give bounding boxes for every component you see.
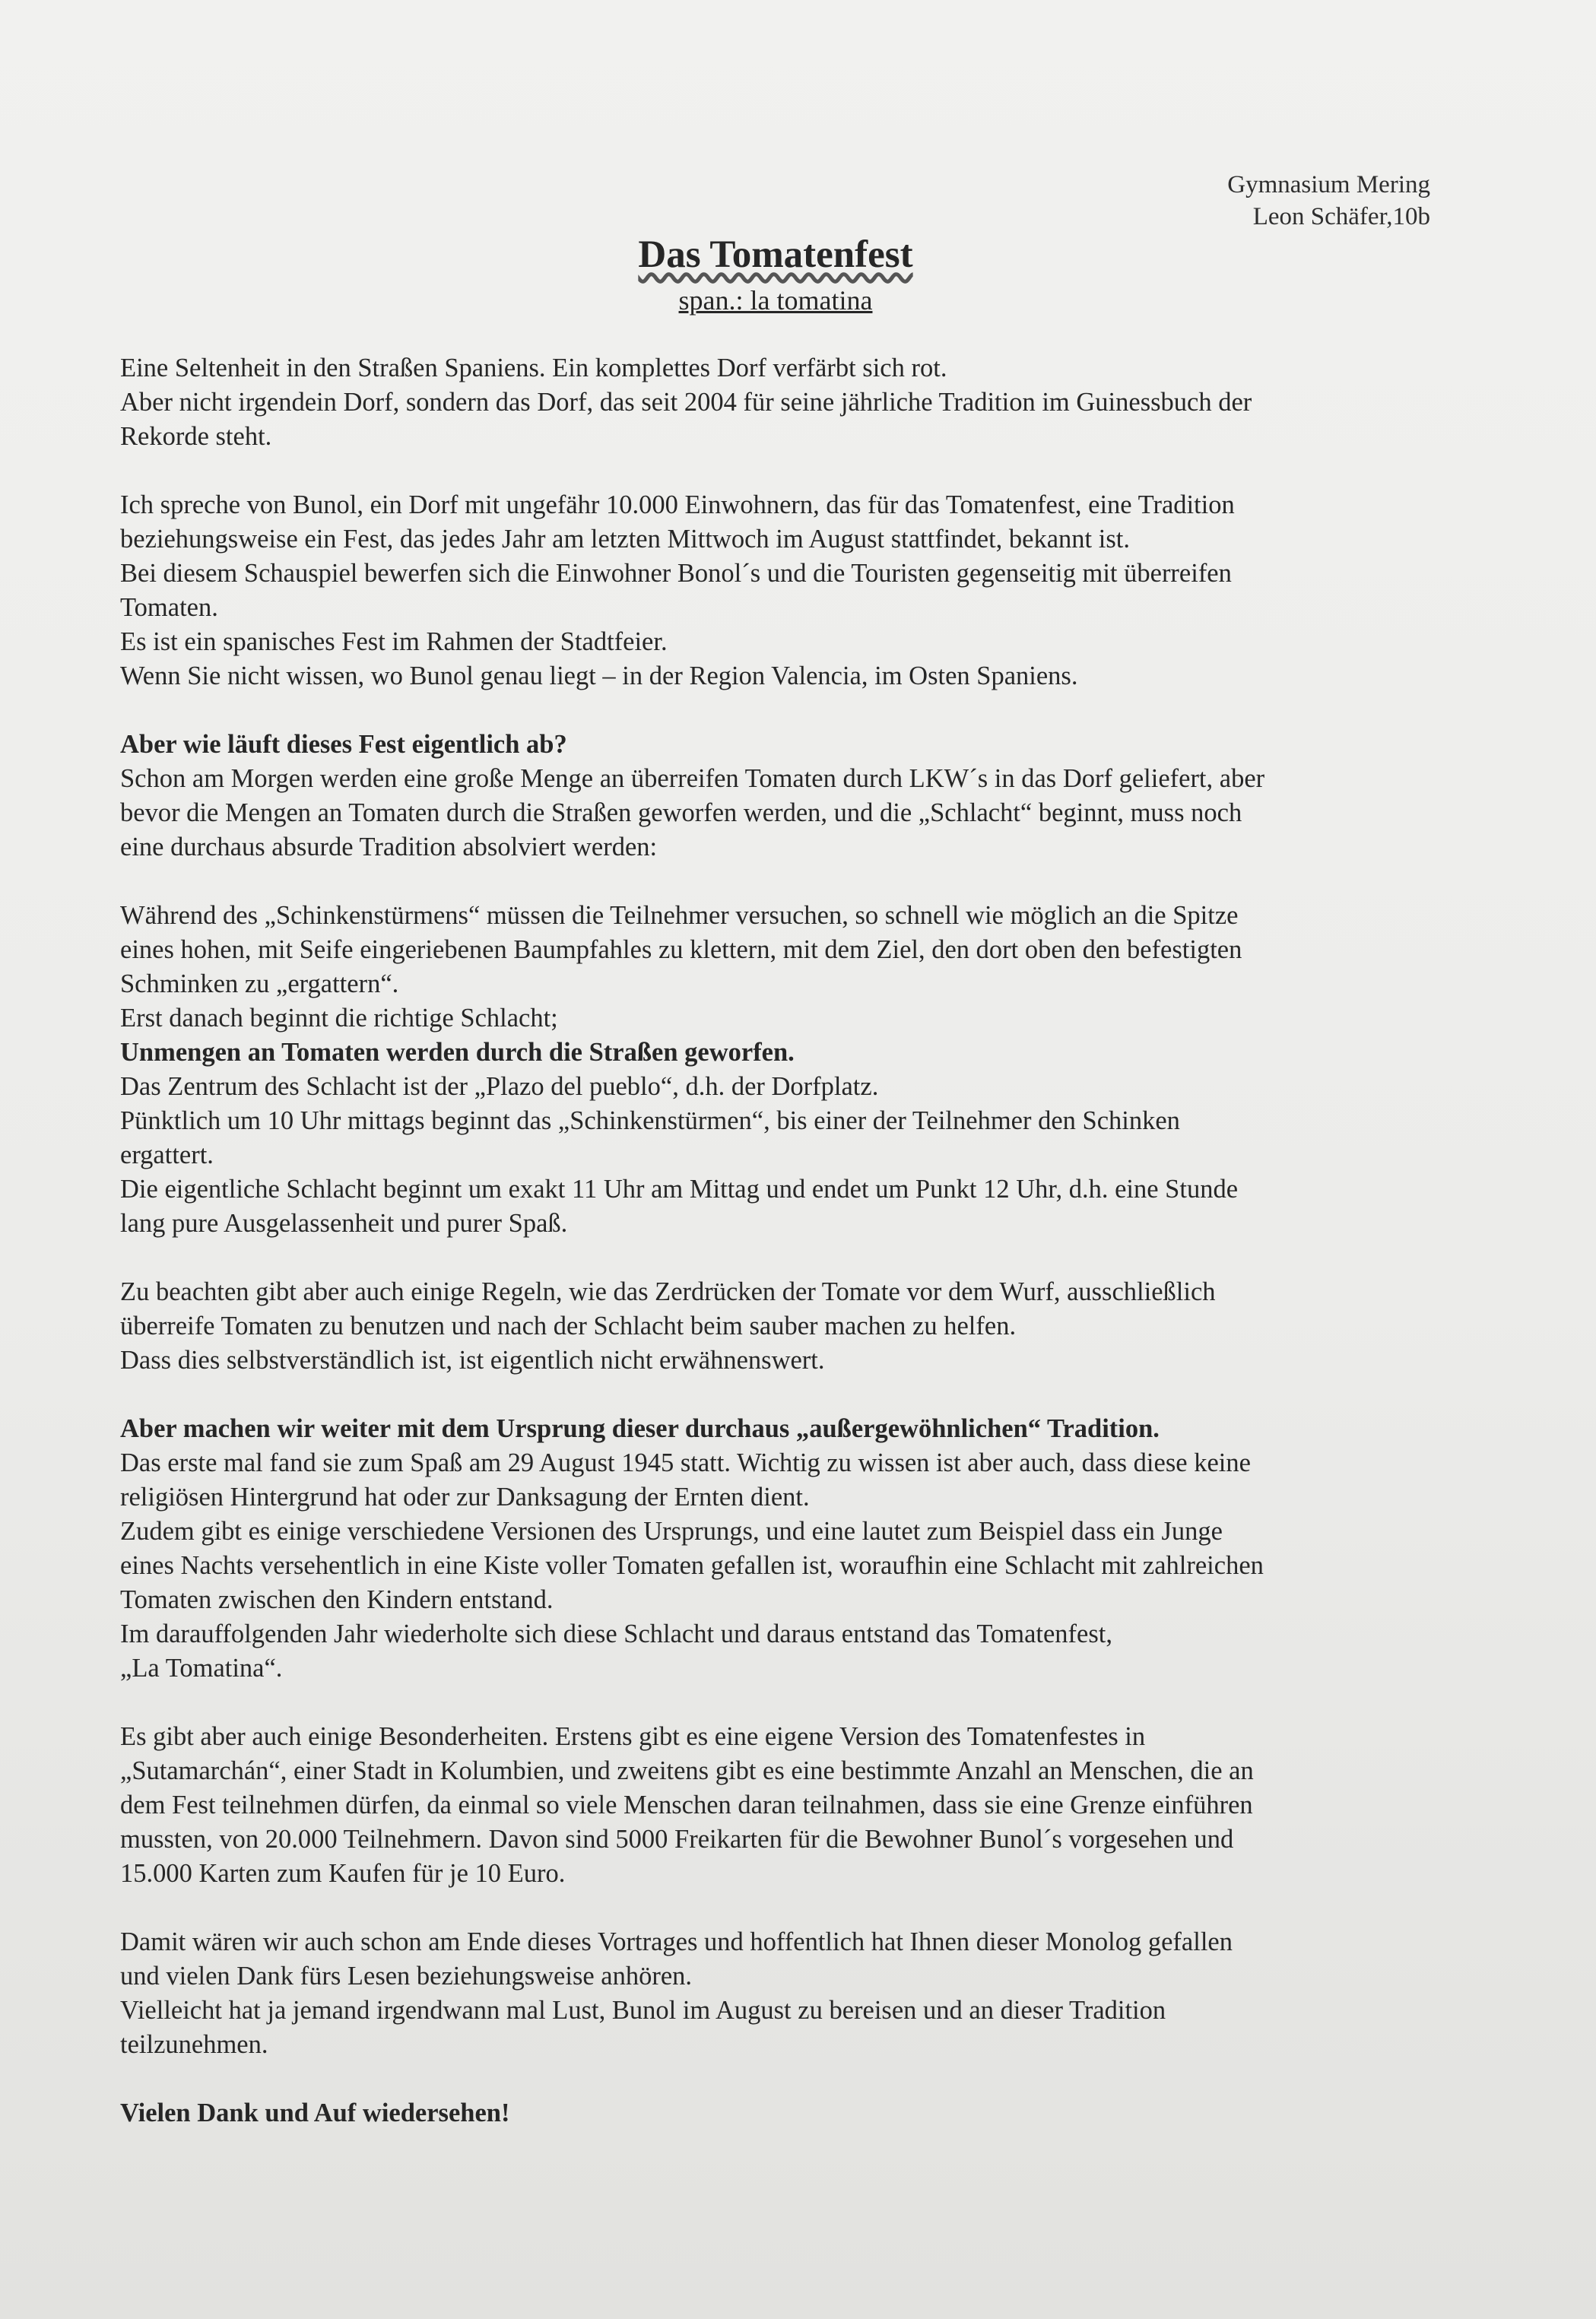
paragraph — [120, 899, 1458, 1241]
bold-text-line: Vielen Dank und Auf wiedersehen! — [120, 2099, 510, 2127]
text-line: Rekorde steht. — [120, 422, 272, 451]
text-line: teilzunehmen. — [120, 2030, 268, 2059]
text-line: Es gibt aber auch einige Besonderheiten. Erstens gibt es eine eigene Version des Tomatenfestes in — [120, 1722, 1146, 1751]
text-line: lang pure Ausgelassenheit und purer Spaß. — [120, 1209, 568, 1238]
text-line: überreife Tomaten zu benutzen und nach der Schlacht beim sauber machen zu helfen. — [120, 1312, 1017, 1340]
text-line: Erst danach beginnt die richtige Schlacht; — [120, 1004, 558, 1033]
text-line: Eine Seltenheit in den Straßen Spaniens. Ein komplettes Dorf verfärbt sich rot. — [120, 354, 947, 382]
header-block — [1227, 169, 1430, 233]
text-line: Wenn Sie nicht wissen, wo Bunol genau liegt – in der Region Valencia, im Osten Spaniens. — [120, 661, 1078, 690]
text-line: Ich spreche von Bunol, ein Dorf mit ungefähr 10.000 Einwohnern, das für das Tomatenfest, eine Tradition — [120, 490, 1235, 519]
school-name: Gymnasium Mering — [1227, 171, 1430, 198]
text-line: 15.000 Karten zum Kaufen für je 10 Euro. — [120, 1859, 566, 1888]
paragraph — [120, 1275, 1458, 1378]
text-line: Schon am Morgen werden eine große Menge an überreifen Tomaten durch LKW´s in das Dorf geliefert, aber — [120, 764, 1265, 793]
document-subtitle: span.: la tomatina — [678, 285, 873, 316]
bold-text-line: Aber machen wir weiter mit dem Ursprung dieser durchaus „außergewöhnlichen“ Tradition. — [120, 1414, 1160, 1443]
text-line: Tomaten. — [120, 593, 218, 622]
text-line: Schminken zu „ergattern“. — [120, 969, 399, 998]
text-line: Das erste mal fand sie zum Spaß am 29 August 1945 statt. Wichtig zu wissen ist aber auch, dass diese keine — [120, 1448, 1251, 1477]
text-line: Tomaten zwischen den Kindern entstand. — [120, 1585, 554, 1614]
text-line: und vielen Dank fürs Lesen beziehungsweise anhören. — [120, 1962, 693, 1991]
text-line: Dass dies selbstverständlich ist, ist eigentlich nicht erwähnenswert. — [120, 1346, 825, 1375]
text-line: beziehungsweise ein Fest, das jedes Jahr am letzten Mittwoch im August stattfindet, bekannt ist. — [120, 525, 1130, 554]
text-line: eines Nachts versehentlich in eine Kiste voller Tomaten gefallen ist, woraufhin eine Schlacht mit zahlreichen — [120, 1551, 1264, 1580]
text-line: Bei diesem Schauspiel bewerfen sich die Einwohner Bonol´s und die Touristen gegenseitig mit überreifen — [120, 559, 1232, 588]
text-line: dem Fest teilnehmen dürfen, da einmal so viele Menschen daran teilnahmen, dass sie eine Grenze einführen — [120, 1791, 1253, 1819]
text-line: „La Tomatina“. — [120, 1654, 283, 1683]
bold-text-line: Unmengen an Tomaten werden durch die Straßen geworfen. — [120, 1038, 795, 1067]
document-body — [120, 351, 1458, 2165]
text-line: mussten, von 20.000 Teilnehmern. Davon sind 5000 Freikarten für die Bewohner Bunol´s vorgesehen und — [120, 1825, 1234, 1854]
text-line: Pünktlich um 10 Uhr mittags beginnt das „Schinkenstürmen“, bis einer der Teilnehmer den Schinken — [120, 1106, 1180, 1135]
text-line: bevor die Mengen an Tomaten durch die Straßen geworfen werden, und die „Schlacht“ beginnt, muss noch — [120, 798, 1242, 827]
text-line: Während des „Schinkenstürmens“ müssen die Teilnehmer versuchen, so schnell wie möglich an die Spitze — [120, 901, 1239, 930]
paragraph — [120, 1925, 1458, 2062]
paragraph — [120, 351, 1458, 454]
text-line: eine durchaus absurde Tradition absolviert werden: — [120, 833, 658, 861]
bold-text-line: Aber wie läuft dieses Fest eigentlich ab? — [120, 730, 567, 759]
paragraph — [120, 1720, 1458, 1891]
text-line: Die eigentliche Schlacht beginnt um exakt 11 Uhr am Mittag und endet um Punkt 12 Uhr, d.h. eine Stunde — [120, 1175, 1239, 1204]
paragraph — [120, 2096, 1458, 2130]
text-line: Im darauffolgenden Jahr wiederholte sich diese Schlacht und daraus entstand das Tomatenfest, — [120, 1619, 1112, 1648]
document-title: Das Tomatenfest — [638, 233, 913, 276]
text-line: eines hohen, mit Seife eingeriebenen Baumpfahles zu klettern, mit dem Ziel, den dort oben den befestigten — [120, 935, 1242, 964]
text-line: Vielleicht hat ja jemand irgendwann mal Lust, Bunol im August zu bereisen und an dieser Tradition — [120, 1996, 1166, 2025]
text-line: „Sutamarchán“, einer Stadt in Kolumbien, und zweitens gibt es eine bestimmte Anzahl an Menschen, die an — [120, 1756, 1254, 1785]
text-line: Das Zentrum des Schlacht ist der „Plazo del pueblo“, d.h. der Dorfplatz. — [120, 1072, 879, 1101]
paragraph — [120, 728, 1458, 864]
text-line: Aber nicht irgendein Dorf, sondern das Dorf, das seit 2004 für seine jährliche Tradition im Guinessbuch der — [120, 388, 1252, 417]
text-line: religiösen Hintergrund hat oder zur Danksagung der Ernten dient. — [120, 1483, 810, 1512]
paragraph — [120, 488, 1458, 693]
author-name: Leon Schäfer,10b — [1252, 203, 1430, 230]
text-line: Zudem gibt es einige verschiedene Versionen des Ursprungs, und eine lautet zum Beispiel dass ein Junge — [120, 1517, 1223, 1546]
text-line: Es ist ein spanisches Fest im Rahmen der Stadtfeier. — [120, 627, 668, 656]
text-line: ergattert. — [120, 1140, 214, 1169]
paragraph — [120, 1412, 1458, 1686]
text-line: Zu beachten gibt aber auch einige Regeln, wie das Zerdrücken der Tomate vor dem Wurf, ausschließlich — [120, 1277, 1216, 1306]
text-line: Damit wären wir auch schon am Ende dieses Vortrages und hoffentlich hat Ihnen dieser Monolog gefallen — [120, 1927, 1233, 1956]
